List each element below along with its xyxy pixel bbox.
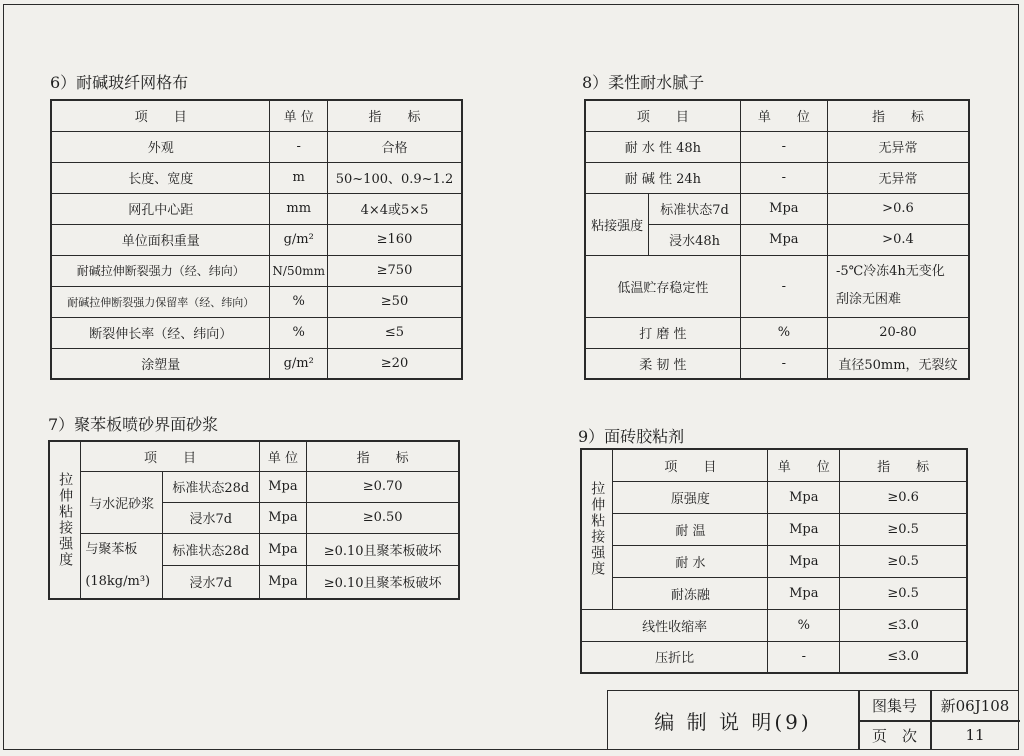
- table-cell: 长度、宽度: [51, 162, 270, 193]
- table-cell: Mpa: [768, 577, 840, 609]
- table-cell: >0.6: [827, 193, 969, 224]
- col-header-item: 项 目: [81, 441, 259, 471]
- cell-line: 刮涂无困难: [835, 292, 901, 307]
- table-cell: 网孔中心距: [51, 193, 270, 224]
- table-cell: %: [740, 317, 827, 348]
- table-cell: -: [740, 255, 827, 317]
- drawing-title: 编 制 说 明(9): [654, 709, 812, 734]
- group-label-line: (18kg/m³): [85, 573, 151, 589]
- col-header-index: 指 标: [827, 100, 969, 131]
- table-cell: ≥0.5: [840, 577, 967, 609]
- table-cell: 耐 碱 性 24h: [585, 162, 740, 193]
- table-cell: 原强度: [613, 481, 768, 513]
- table-cell: 20-80: [827, 317, 969, 348]
- table-cell: ≥0.10且聚苯板破坏: [307, 533, 459, 566]
- col-header-index: 指 标: [840, 449, 967, 481]
- table-cell: 压折比: [581, 641, 768, 673]
- table-cell: 耐 水 性 48h: [585, 131, 740, 162]
- table-cell: 耐冻融: [613, 577, 768, 609]
- table-cell: Mpa: [768, 513, 840, 545]
- table-cell: 50~100、0.9~1.2: [328, 162, 463, 193]
- bond-label: 粘接强度: [585, 193, 649, 255]
- section9-table: [580, 448, 968, 674]
- section7-side-label: 拉伸粘接强度: [49, 441, 81, 599]
- table-cell: 打 磨 性: [585, 317, 740, 348]
- table-cell: 耐 水: [613, 545, 768, 577]
- table-cell: -: [768, 641, 840, 673]
- col-header-item: 项 目: [51, 100, 270, 131]
- table-cell: ≥0.70: [307, 471, 459, 502]
- table-cell: Mpa: [259, 502, 307, 533]
- section7-table: [48, 440, 460, 600]
- section8-title: 8）柔性耐水腻子: [582, 73, 705, 92]
- section7-title: 7）聚苯板喷砂界面砂浆: [48, 415, 219, 434]
- table-cell: ≥0.5: [840, 545, 967, 577]
- table-cell: ≤5: [328, 317, 463, 348]
- table-cell: %: [270, 317, 328, 348]
- table-cell: 耐碱拉伸断裂强力保留率（经、纬向）: [51, 286, 270, 317]
- table-cell: >0.4: [827, 224, 969, 255]
- table-cell: m: [270, 162, 328, 193]
- atlas-no-value: 新06J108: [940, 697, 1010, 715]
- table-cell: Mpa: [259, 471, 307, 502]
- table-cell: ≤3.0: [840, 609, 967, 641]
- group-label: [81, 533, 163, 599]
- table-cell: g/m²: [270, 224, 328, 255]
- table-cell: -: [740, 348, 827, 379]
- col-header-unit: 单 位: [740, 100, 827, 131]
- table-cell: Mpa: [740, 193, 827, 224]
- title-block: [607, 690, 1019, 750]
- table-cell: 柔 韧 性: [585, 348, 740, 379]
- section6-table: [50, 99, 463, 380]
- table-cell: Mpa: [259, 566, 307, 599]
- group-label: 与水泥砂浆: [81, 471, 163, 533]
- table-cell: ≤3.0: [840, 641, 967, 673]
- group-label-line: 与聚苯板: [85, 541, 138, 557]
- table-cell: 合格: [328, 131, 463, 162]
- table-cell: 浸水48h: [649, 224, 740, 255]
- table-cell: ≥0.6: [840, 481, 967, 513]
- table-cell: ≥50: [328, 286, 463, 317]
- table-cell: ≥20: [328, 348, 463, 379]
- table-cell: 耐碱拉伸断裂强力（经、纬向）: [51, 255, 270, 286]
- table-cell: 直径50mm，无裂纹: [827, 348, 969, 379]
- col-header-unit: 单 位: [259, 441, 307, 471]
- table-cell: Mpa: [768, 545, 840, 577]
- table-cell: g/m²: [270, 348, 328, 379]
- table-cell: 断裂伸长率（经、纬向）: [51, 317, 270, 348]
- table-cell: 耐 温: [613, 513, 768, 545]
- table-cell: N/50mm: [270, 255, 328, 286]
- table-cell: 浸水7d: [163, 502, 260, 533]
- table-cell: 涂塑量: [51, 348, 270, 379]
- section9-side-label: 拉伸粘接强度: [581, 449, 613, 609]
- table-cell: 无异常: [827, 131, 969, 162]
- section6-title: 6）耐碱玻纤网格布: [50, 73, 189, 92]
- atlas-no-label: 图集号: [871, 697, 917, 715]
- page-no-value: 11: [965, 726, 985, 744]
- table-cell: 无异常: [827, 162, 969, 193]
- table-cell: [827, 255, 969, 317]
- col-header-index: 指 标: [307, 441, 459, 471]
- table-cell: 低温贮存稳定性: [585, 255, 740, 317]
- table-cell: Mpa: [259, 533, 307, 566]
- table-cell: ≥750: [328, 255, 463, 286]
- table-cell: %: [270, 286, 328, 317]
- table-cell: 标准状态7d: [649, 193, 740, 224]
- table-cell: -: [740, 162, 827, 193]
- table-cell: 单位面积重量: [51, 224, 270, 255]
- table-cell: 线性收缩率: [581, 609, 768, 641]
- table-cell: mm: [270, 193, 328, 224]
- page-no-label: 页 次: [871, 726, 917, 745]
- col-header-unit: 单 位: [768, 449, 840, 481]
- table-cell: ≥0.10且聚苯板破坏: [307, 566, 459, 599]
- table-cell: -: [740, 131, 827, 162]
- table-cell: 标准状态28d: [163, 471, 260, 502]
- table-cell: 外观: [51, 131, 270, 162]
- table-cell: 4×4或5×5: [328, 193, 463, 224]
- section9-title: 9）面砖胶粘剂: [578, 427, 685, 446]
- table-cell: ≥0.50: [307, 502, 459, 533]
- col-header-item: 项 目: [613, 449, 768, 481]
- table-cell: ≥0.5: [840, 513, 967, 545]
- table-cell: ≥160: [328, 224, 463, 255]
- table-cell: 浸水7d: [163, 566, 260, 599]
- table-cell: Mpa: [740, 224, 827, 255]
- col-header-unit: 单 位: [270, 100, 328, 131]
- table-cell: -: [270, 131, 328, 162]
- table-cell: Mpa: [768, 481, 840, 513]
- section8-table: [584, 99, 970, 380]
- cell-line: -5℃冷冻4h无变化: [835, 264, 945, 279]
- table-cell: 标准状态28d: [163, 533, 260, 566]
- col-header-index: 指 标: [328, 100, 463, 131]
- table-cell: %: [768, 609, 840, 641]
- col-header-item: 项 目: [585, 100, 740, 131]
